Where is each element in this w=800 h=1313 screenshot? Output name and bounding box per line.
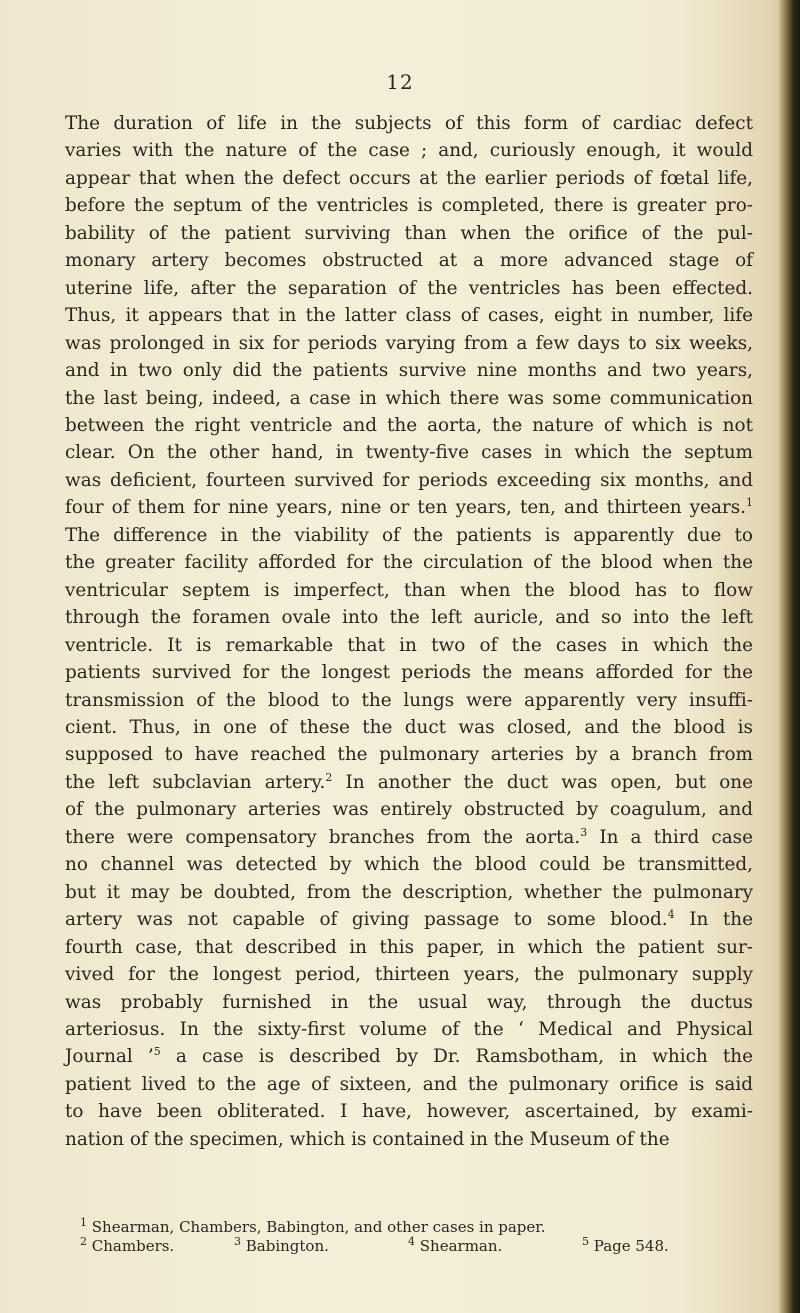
text-line: no channel was detected by which the blood could be transmitted, [65,854,753,876]
text-line: to have been obliterated. I have, however, ascertained, by exami- [65,1101,753,1123]
text-line: was prolonged in six for periods varying from a few days to six weeks, [65,332,753,354]
body-paragraph [65,110,753,1153]
text-line: cient. Thus, in one of these the duct was closed, and the blood is [65,716,753,738]
text-line: bability of the patient surviving than when the orifice of the pul- [65,222,753,244]
text-line: ventricle. It is remarkable that in two of the cases in which the [65,634,753,656]
text-segment: artery was not capable of giving passage to some blood. [65,909,668,931]
text-line: ventricular septem is imperfect, than when the blood has to flow [65,579,753,601]
text-line: through the foramen ovale into the left auricle, and so into the left [65,607,753,629]
text-line: appear that when the defect occurs at the earlier periods of fœtal life, [65,167,753,189]
text-line: but it may be doubted, from the description, whether the pulmonary [65,881,753,903]
text-line: The duration of life in the subjects of this form of cardiac defect [65,113,753,134]
text-line: clear. On the other hand, in twenty-five cases in which the septum [65,442,753,464]
text-segment: the left subclavian artery. [65,771,326,793]
text-line: of the pulmonary arteries was entirely obstructed by coagulum, and [65,799,753,821]
footnote-text: Shearman, Chambers, Babington, and other cases in paper. [91,1218,546,1236]
text-line [65,769,753,796]
text-line: vived for the longest period, thirteen years, the pulmonary supply [65,964,753,986]
footnote-number: 3 [234,1235,241,1248]
footnote-ref-2: 2 [325,770,333,784]
text-line: arteriosus. In the sixty-first volume of the ‘ Medical and Physical [65,1018,753,1040]
text-line: Thus, it appears that in the latter class of cases, eight in number, life [65,305,753,327]
footnote-ref-5: 5 [153,1045,161,1059]
text-line: The difference in the viability of the patients is apparently due to [65,524,753,546]
text-segment: there were compensatory branches from the aorta. [65,826,581,848]
footnote-text: Babington. [245,1237,329,1255]
footnote-5 [582,1237,673,1256]
footnote-ref-3: 3 [580,825,588,839]
book-spine-shadow [778,0,800,1313]
text-line: patients survived for the longest periods the means afforded for the [65,662,753,684]
text-line: nation of the specimen, which is contained in the Museum of the [65,1128,670,1150]
text-line: transmission of the blood to the lungs were apparently very insuffi- [65,689,753,711]
text-segment: In a third case [587,826,753,848]
text-line: patient lived to the age of sixteen, and the pulmonary orifice is said [65,1073,753,1095]
text-line: uterine life, after the separation of the ventricles has been effected. [65,277,753,299]
footnote-text: Chambers. [91,1237,175,1255]
text-line: and in two only did the patients survive nine months and two years, [65,360,753,382]
text-line: monary artery becomes obstructed at a more advanced stage of [65,250,753,272]
text-line: was probably furnished in the usual way, through the ductus [65,991,753,1013]
footnote-2 [80,1237,230,1256]
footnote-4 [408,1237,578,1256]
footnote-text: Shearman. [419,1237,503,1255]
footnote-3 [234,1237,404,1256]
text-segment: Journal ’ [65,1046,154,1068]
text-line: supposed to have reached the pulmonary arteries by a branch from [65,744,753,766]
text-line: between the right ventricle and the aorta, the nature of which is not [65,414,753,436]
text-line: was deficient, fourteen survived for periods exceeding six months, and [65,469,753,491]
text-segment: In another the duct was open, but one [332,771,753,793]
text-line: the greater facility afforded for the circulation of the blood when the [65,552,753,574]
text-line: before the septum of the ventricles is completed, there is greater pro- [65,195,753,217]
text-segment: In the [674,909,753,931]
text-segment: a case is described by Dr. Ramsbotham, in which the [160,1046,753,1068]
text-segment: four of them for nine years, nine or ten years, ten, and thirteen years. [65,497,746,519]
footnote-ref-4: 4 [667,908,675,922]
text-line: fourth case, that described in this paper, in which the patient sur- [65,936,753,958]
footnote-number: 4 [408,1235,415,1248]
footnote-row-2 [80,1237,740,1256]
footnote-text: Page 548. [593,1237,669,1255]
text-line: the last being, indeed, a case in which there was some communication [65,387,753,409]
text-line [65,1043,753,1070]
text-line [65,824,753,851]
text-line [65,494,753,521]
footnote-number: 1 [80,1216,87,1229]
text-line [65,906,753,933]
page-number: 12 [386,70,414,94]
footnote-number: 5 [582,1235,589,1248]
footnote-ref-1: 1 [746,496,753,510]
footnotes [80,1218,740,1256]
footnote-number: 2 [80,1235,87,1248]
text-line: varies with the nature of the case ; and, curiously enough, it would [65,140,753,162]
